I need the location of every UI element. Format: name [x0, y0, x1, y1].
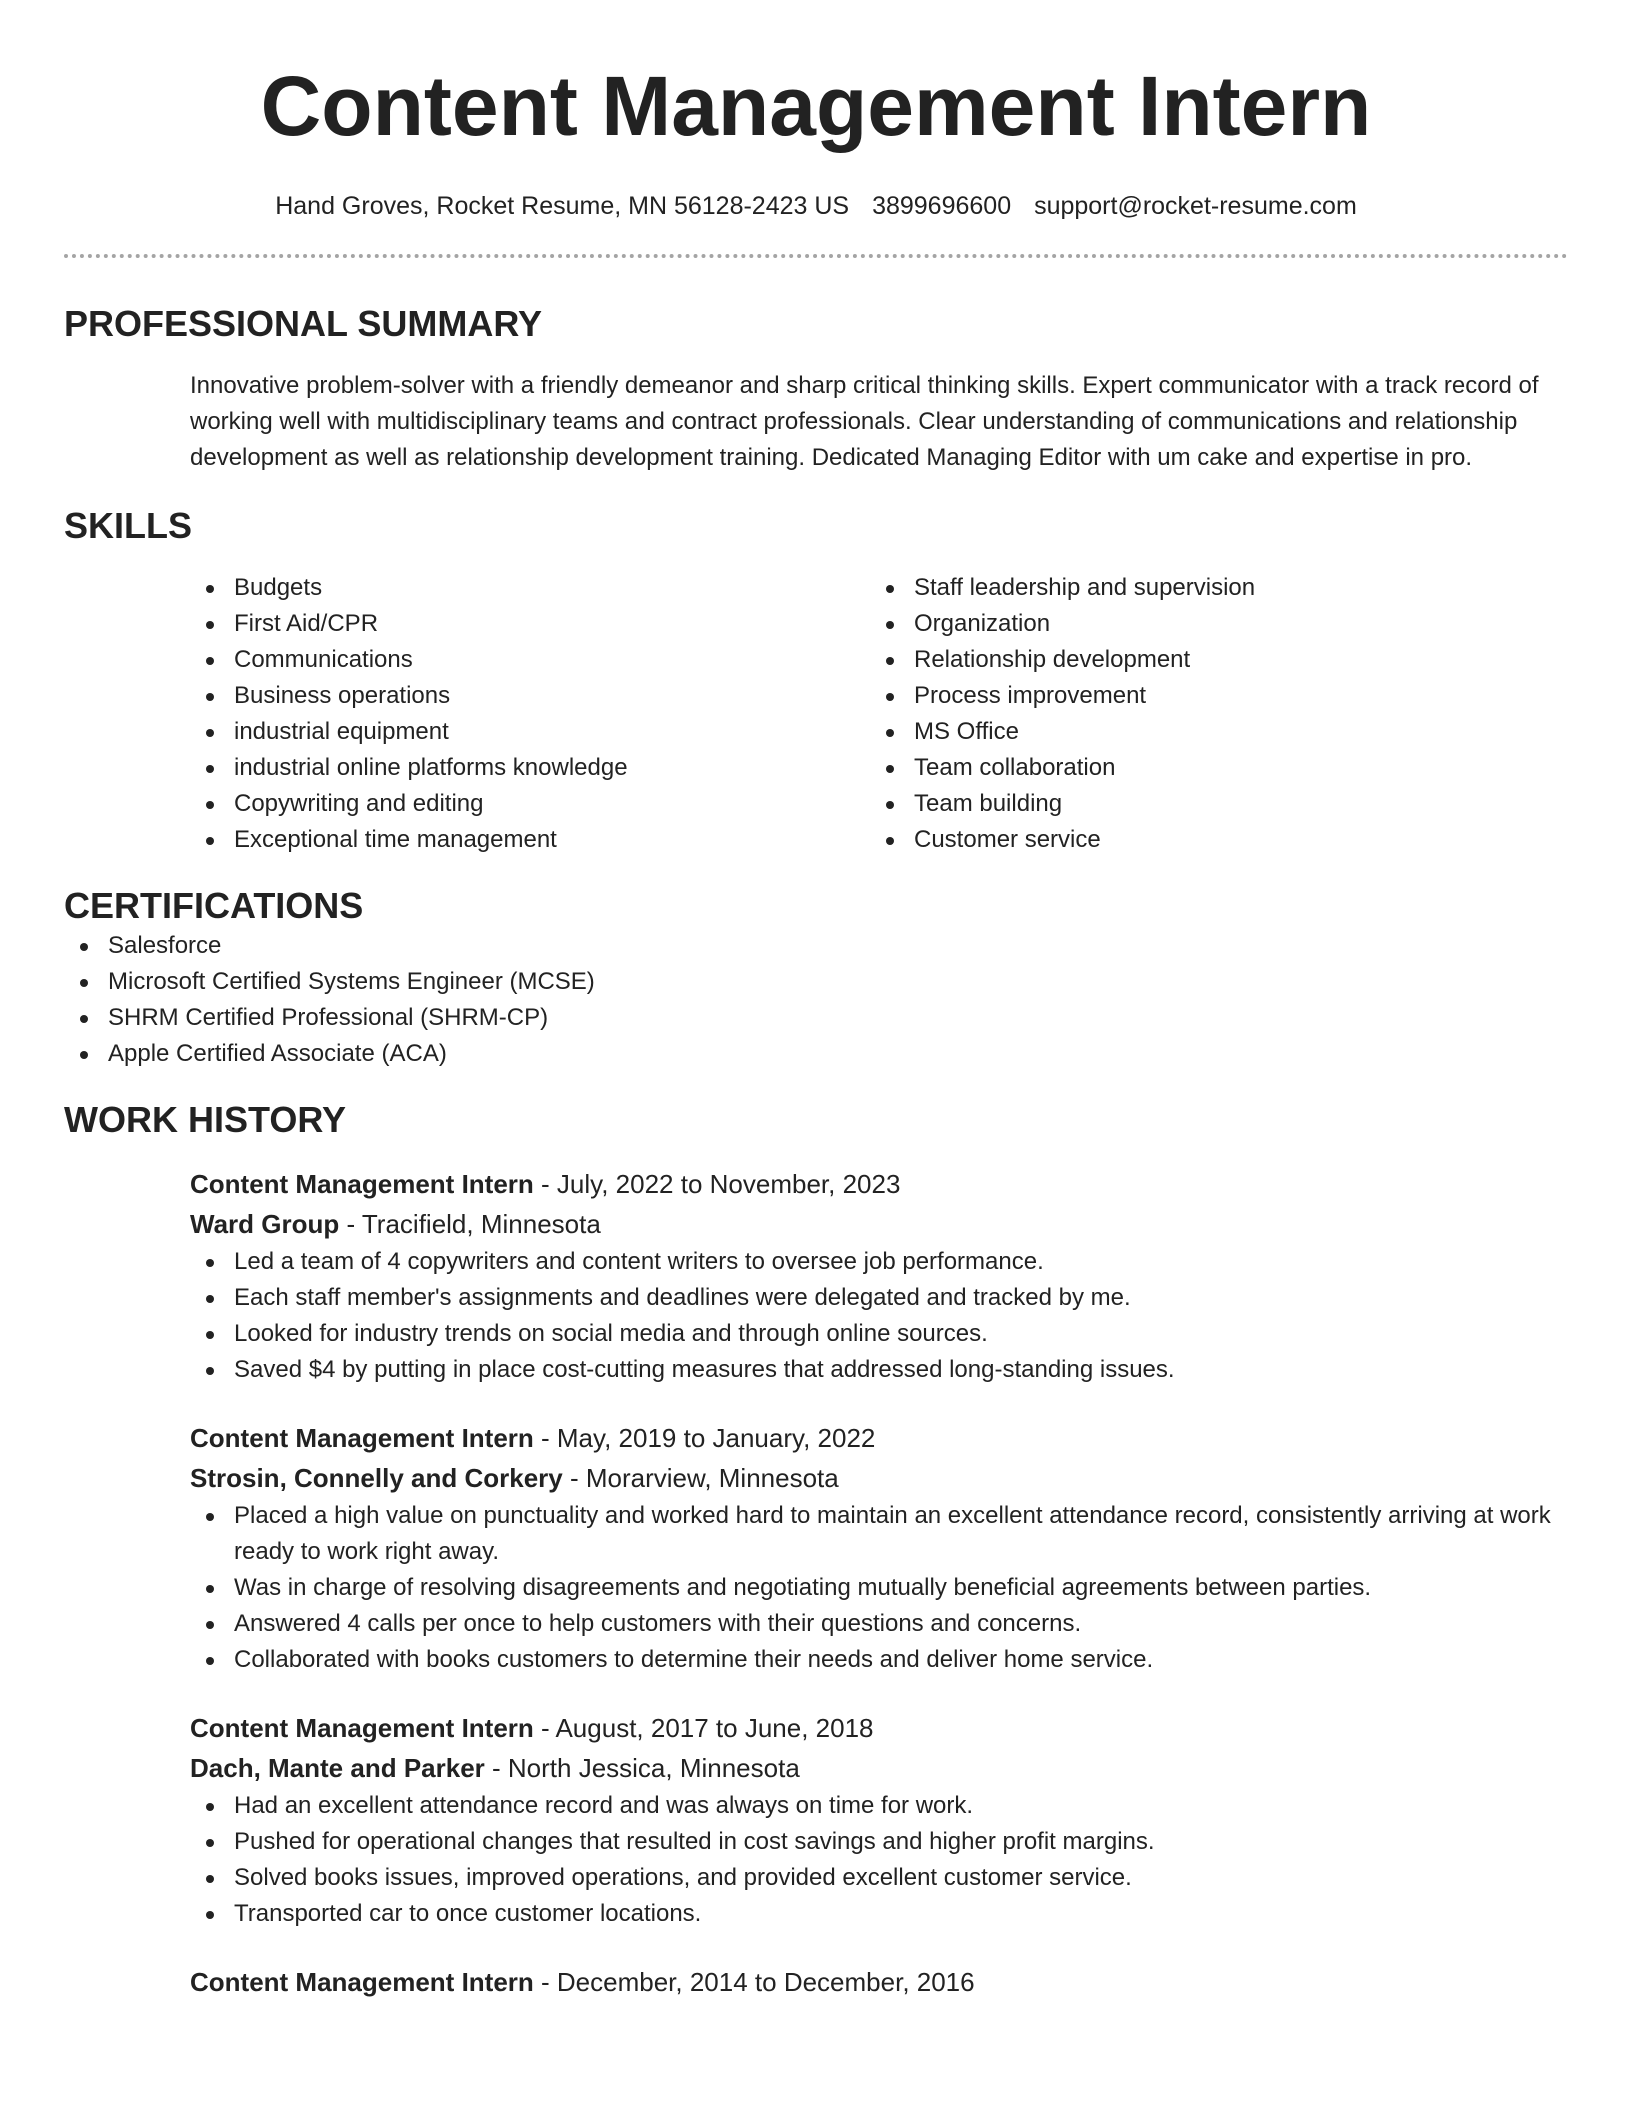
skill-item: Exceptional time management: [190, 822, 870, 858]
skill-item: First Aid/CPR: [190, 606, 870, 642]
certification-item: SHRM Certified Professional (SHRM-CP): [64, 1000, 1568, 1036]
certification-item: Apple Certified Associate (ACA): [64, 1036, 1568, 1072]
certification-item: Microsoft Certified Systems Engineer (MCSE): [64, 964, 1568, 1000]
skill-item: Staff leadership and supervision: [870, 570, 1550, 606]
job-dates: - August, 2017 to June, 2018: [533, 1713, 874, 1743]
job-entry: [190, 1708, 1568, 1932]
job-bullet: Saved $4 by putting in place cost-cutting measures that addressed long-standing issues.: [190, 1352, 1568, 1388]
job-entry: [190, 1164, 1568, 1388]
job-dates: - July, 2022 to November, 2023: [533, 1169, 901, 1199]
certifications-list: [64, 928, 1568, 1072]
job-bullets: [190, 1788, 1568, 1932]
job-bullet: Had an excellent attendance record and was always on time for work.: [190, 1788, 1568, 1824]
contact-line: [64, 190, 1568, 222]
job-role: Content Management Intern: [190, 1169, 534, 1199]
job-company: Ward Group: [190, 1209, 340, 1239]
job-company-line: [190, 1748, 1568, 1788]
job-role: Content Management Intern: [190, 1423, 534, 1453]
job-role: Content Management Intern: [190, 1967, 534, 1997]
skills-list-left: [190, 570, 870, 858]
certifications-heading: CERTIFICATIONS: [64, 885, 364, 926]
certification-item: Salesforce: [64, 928, 1568, 964]
contact-address: Hand Groves, Rocket Resume, MN 56128-2423 US: [275, 192, 850, 220]
job-title-line: [190, 1962, 1568, 2002]
job-bullet: Led a team of 4 copywriters and content writers to oversee job performance.: [190, 1244, 1568, 1280]
skill-item: Process improvement: [870, 678, 1550, 714]
job-company-line: [190, 1204, 1568, 1244]
job-entry: [190, 1962, 1568, 2002]
skills-list-right: [870, 570, 1550, 858]
candidate-name: Content Management Intern: [260, 59, 1372, 153]
job-bullet: Collaborated with books customers to determine their needs and deliver home service.: [190, 1642, 1568, 1678]
job-bullets: [190, 1244, 1568, 1388]
job-title-line: [190, 1164, 1568, 1204]
skills-heading: SKILLS: [64, 505, 193, 546]
skill-item: Team building: [870, 786, 1550, 822]
job-title-line: [190, 1708, 1568, 1748]
contact-email: support@rocket-resume.com: [1034, 192, 1357, 220]
job-bullet: Pushed for operational changes that resulted in cost savings and higher profit margins.: [190, 1824, 1568, 1860]
job-title-line: [190, 1418, 1568, 1458]
skills-column-right: [870, 570, 1550, 858]
job-dates: - May, 2019 to January, 2022: [533, 1423, 876, 1453]
skill-item: Team collaboration: [870, 750, 1550, 786]
job-location: - Tracifield, Minnesota: [339, 1209, 601, 1239]
job-company-line: [190, 1458, 1568, 1498]
job-role: Content Management Intern: [190, 1713, 534, 1743]
skill-item: Business operations: [190, 678, 870, 714]
skill-item: Communications: [190, 642, 870, 678]
skill-item: Organization: [870, 606, 1550, 642]
resume-page: [64, 0, 1568, 2002]
job-bullet: Each staff member's assignments and deadlines were delegated and tracked by me.: [190, 1280, 1568, 1316]
job-bullet: Placed a high value on punctuality and worked hard to maintain an excellent attendance record, consistently arriving at work ready to work right away.: [190, 1498, 1568, 1570]
skills-column-left: [190, 570, 870, 858]
job-bullet: Was in charge of resolving disagreements and negotiating mutually beneficial agreements between parties.: [190, 1570, 1568, 1606]
skill-item: Budgets: [190, 570, 870, 606]
job-bullet: Looked for industry trends on social media and through online sources.: [190, 1316, 1568, 1352]
skill-item: industrial equipment: [190, 714, 870, 750]
job-dates: - December, 2014 to December, 2016: [533, 1967, 975, 1997]
skill-item: MS Office: [870, 714, 1550, 750]
job-bullets: [190, 1498, 1568, 1678]
skill-item: Relationship development: [870, 642, 1550, 678]
job-company: Dach, Mante and Parker: [190, 1753, 485, 1783]
skill-item: Customer service: [870, 822, 1550, 858]
job-bullet: Solved books issues, improved operations, and provided excellent customer service.: [190, 1860, 1568, 1896]
contact-phone: 3899696600: [872, 192, 1012, 220]
summary-text: Innovative problem-solver with a friendly demeanor and sharp critical thinking skills. Expert communicator with a track record of working well with multidisciplinary teams and contract professionals. Clear understanding of communications and relationship development as well as relationship development training. Dedicated Managing Editor with um cake and expertise in pro.: [190, 372, 1539, 471]
summary-heading: PROFESSIONAL SUMMARY: [64, 303, 543, 344]
job-company: Strosin, Connelly and Corkery: [190, 1463, 563, 1493]
header-divider: [64, 254, 1568, 258]
job-location: - North Jessica, Minnesota: [484, 1753, 800, 1783]
job-bullet: Answered 4 calls per once to help customers with their questions and concerns.: [190, 1606, 1568, 1642]
skill-item: industrial online platforms knowledge: [190, 750, 870, 786]
skills-columns: [190, 570, 1568, 858]
work-history-heading: WORK HISTORY: [64, 1099, 347, 1140]
job-location: - Morarview, Minnesota: [562, 1463, 839, 1493]
skill-item: Copywriting and editing: [190, 786, 870, 822]
job-entry: [190, 1418, 1568, 1678]
job-bullet: Transported car to once customer locations.: [190, 1896, 1568, 1932]
